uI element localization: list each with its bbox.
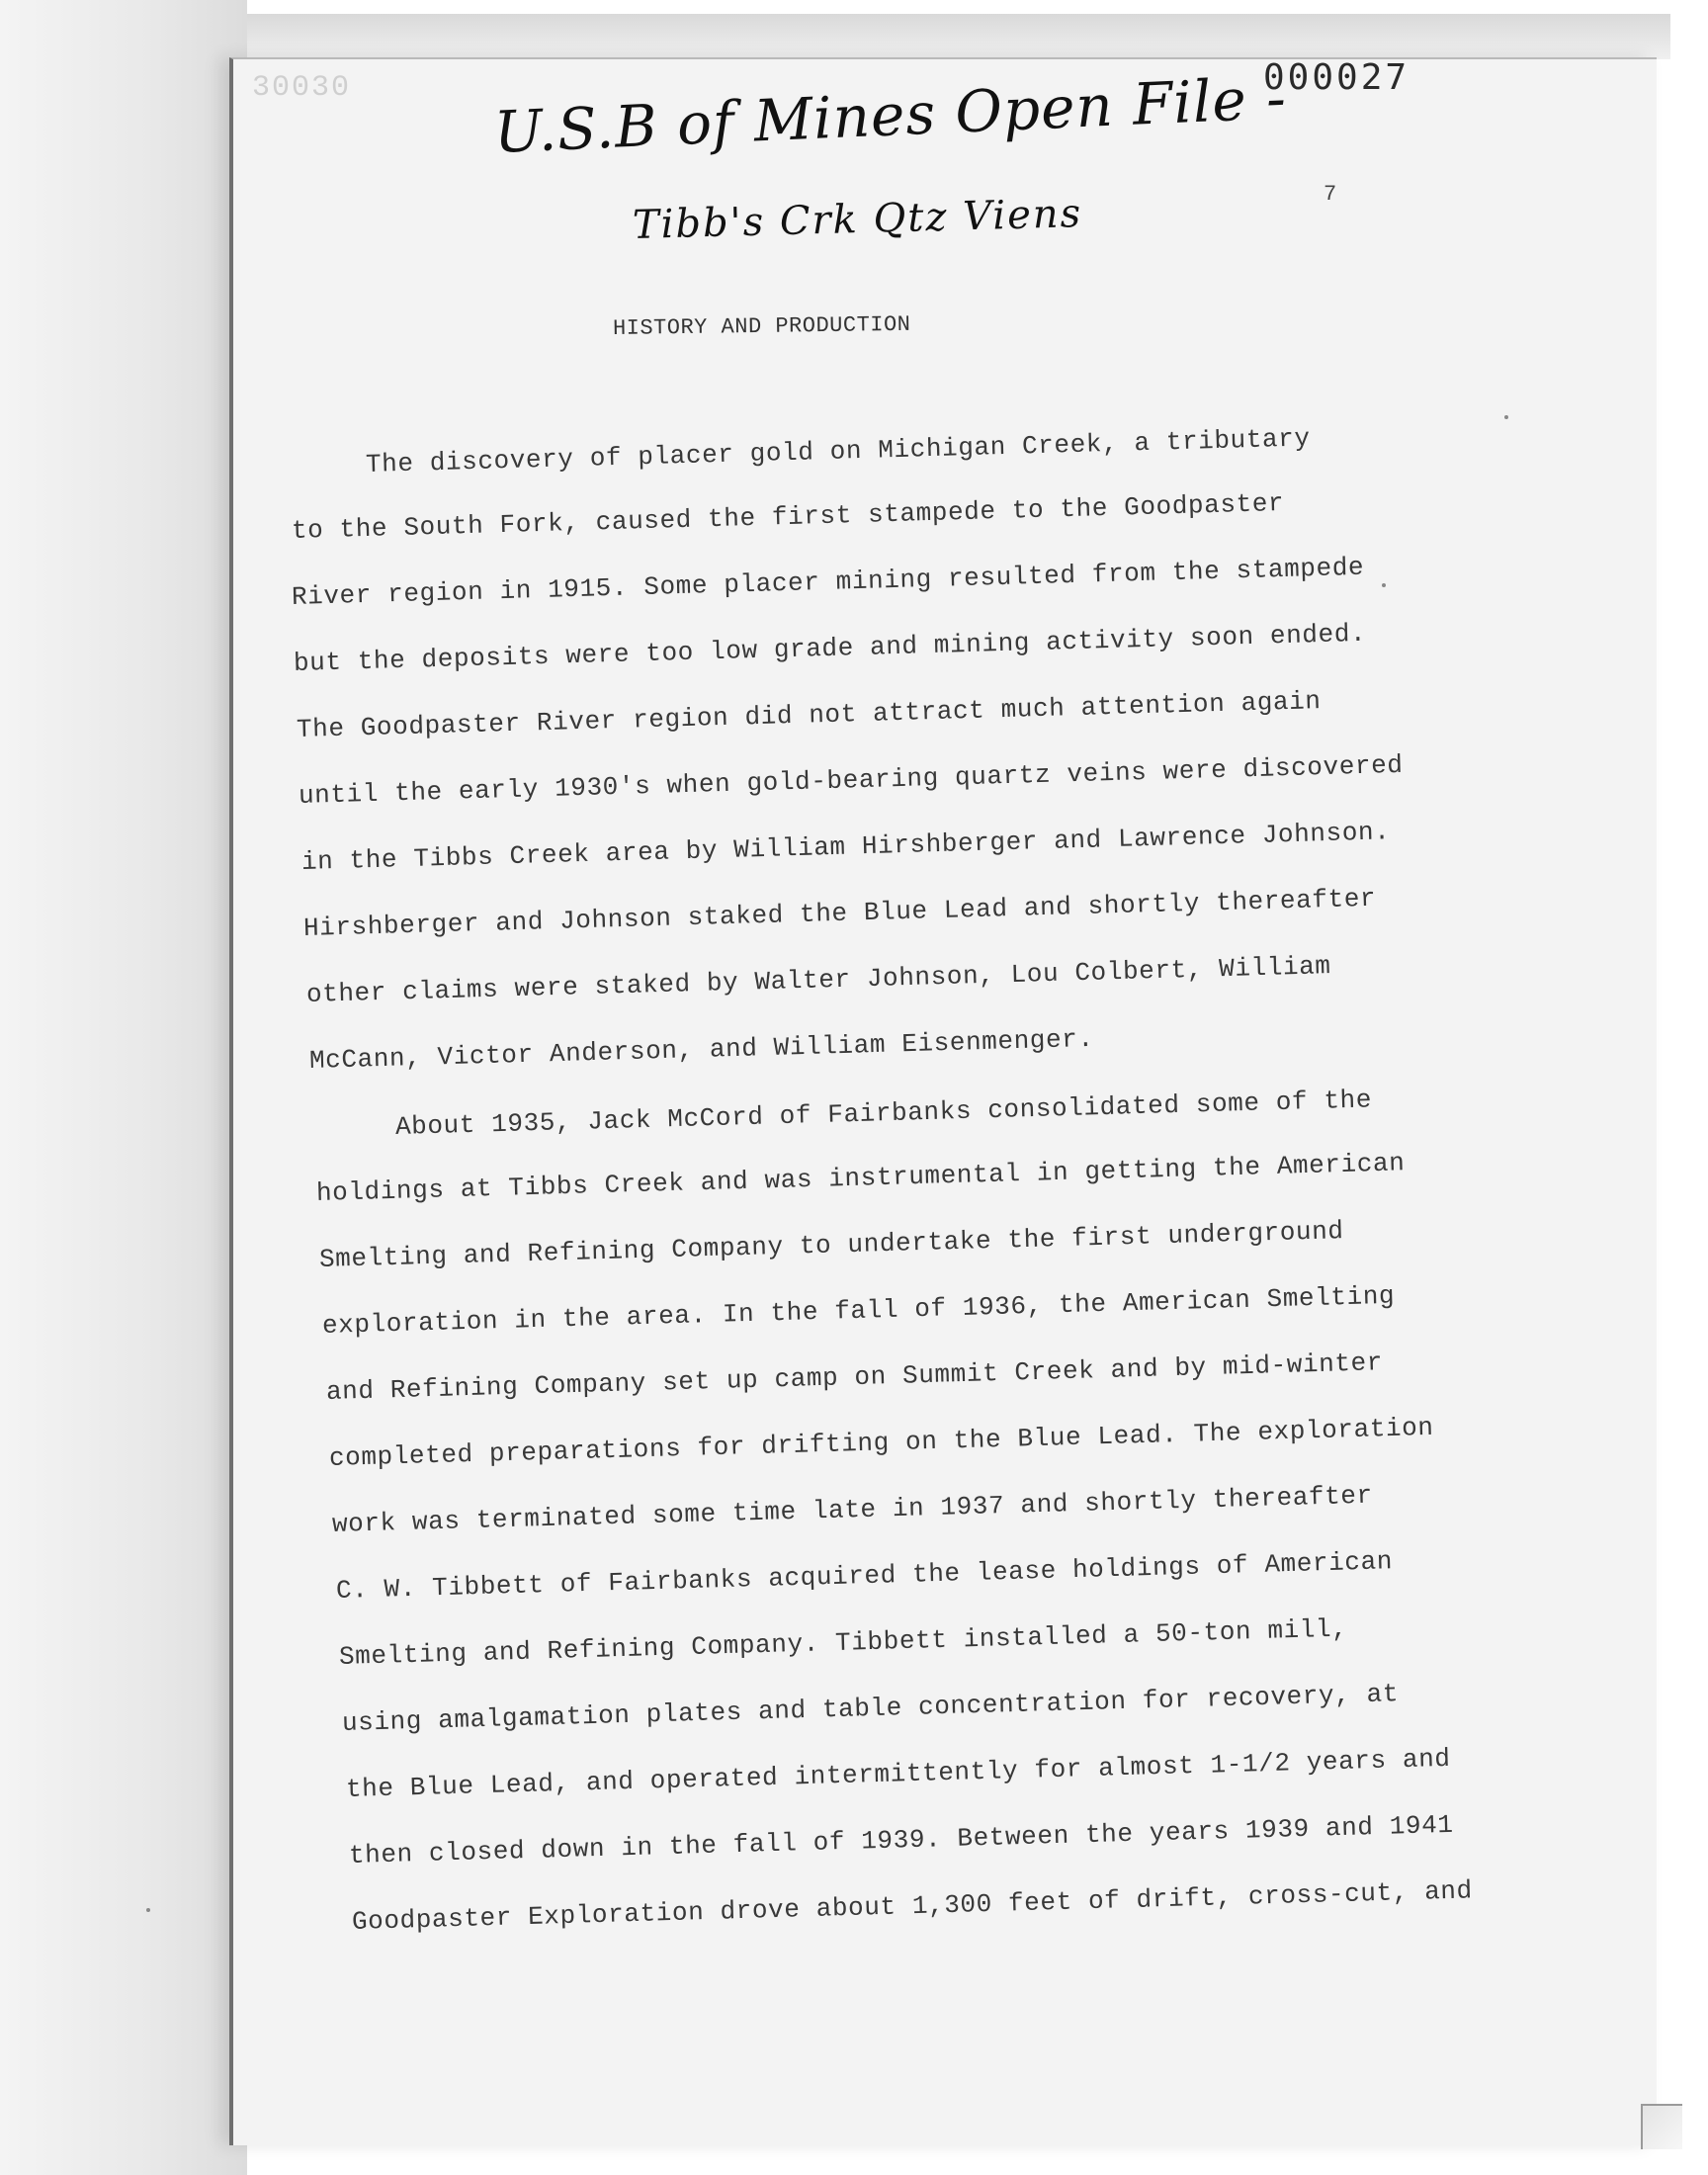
scanner-shadow [0,0,247,2175]
document-number: 000027 [1263,57,1410,98]
text-line: in the Tibbs Creek area by William Hirshberger and Lawrence Johnson. [300,817,1391,877]
text-line: The Goodpaster River region did not attract much attention again [296,686,1322,744]
scan-speck [1382,583,1386,587]
text-line: McCann, Victor Anderson, and William Eisenmenger. [308,1023,1095,1076]
page-top-edge [247,14,1670,59]
handwritten-note-line-1: U.S.B of Mines Open File - [492,64,1289,166]
text-line: Smelting and Refining Company to undertake the first underground [318,1216,1344,1274]
text-line: holdings at Tibbs Creek and was instrumental in getting the American [315,1148,1406,1208]
text-line: completed preparations for drifting on the Blue Lead. The exploration [328,1412,1434,1473]
text-line: C. W. Tibbett of Fairbanks acquired the lease holdings of American [335,1546,1394,1606]
bleed-through-number: 30030 [252,71,352,105]
text-line: Hirshberger and Johnson staked the Blue Lead and shortly thereafter [302,883,1377,943]
text-line: The discovery of placer gold on Michigan Creek, a tributary [365,423,1311,479]
text-line: until the early 1930's when gold-bearing quartz veins were discovered [298,749,1404,811]
page-number: 7 [1324,182,1337,207]
handwritten-note-line-2: Tibb's Crk Qtz Viens [632,191,1083,248]
text-line: the Blue Lead, and operated intermittently for almost 1-1/2 years and [345,1743,1451,1804]
text-line: and Refining Company set up camp on Summit Creek and by mid-winter [325,1348,1384,1407]
text-line: River region in 1915. Some placer mining resulted from the stampede [291,552,1365,612]
scan-speck [146,1908,150,1912]
text-line: but the deposits were too low grade and mining activity soon ended. [293,618,1367,678]
text-line: Smelting and Refining Company. Tibbett installed a 50-ton mill, [338,1613,1348,1672]
text-line: exploration in the area. In the fall of 1936, the American Smelting [321,1280,1396,1341]
text-line: using amalgamation plates and table concentration for recovery, at [341,1679,1400,1738]
text-line: Goodpaster Exploration drove about 1,300 feet of drift, cross-cut, and [351,1875,1474,1937]
text-line: other claims were staked by Walter Johnson, Lou Colbert, William [305,951,1331,1009]
page-corner-curl [1641,2104,1682,2149]
text-line: then closed down in the fall of 1939. Between the years 1939 and 1941 [348,1809,1454,1870]
scan-speck [1504,415,1508,419]
section-heading: HISTORY AND PRODUCTION [612,311,911,341]
text-line: About 1935, Jack McCord of Fairbanks consolidated some of the [394,1085,1373,1142]
text-line: to the South Fork, caused the first stampede to the Goodpaster [291,487,1285,546]
text-line: work was terminated some time late in 1937 and shortly thereafter [331,1480,1374,1539]
